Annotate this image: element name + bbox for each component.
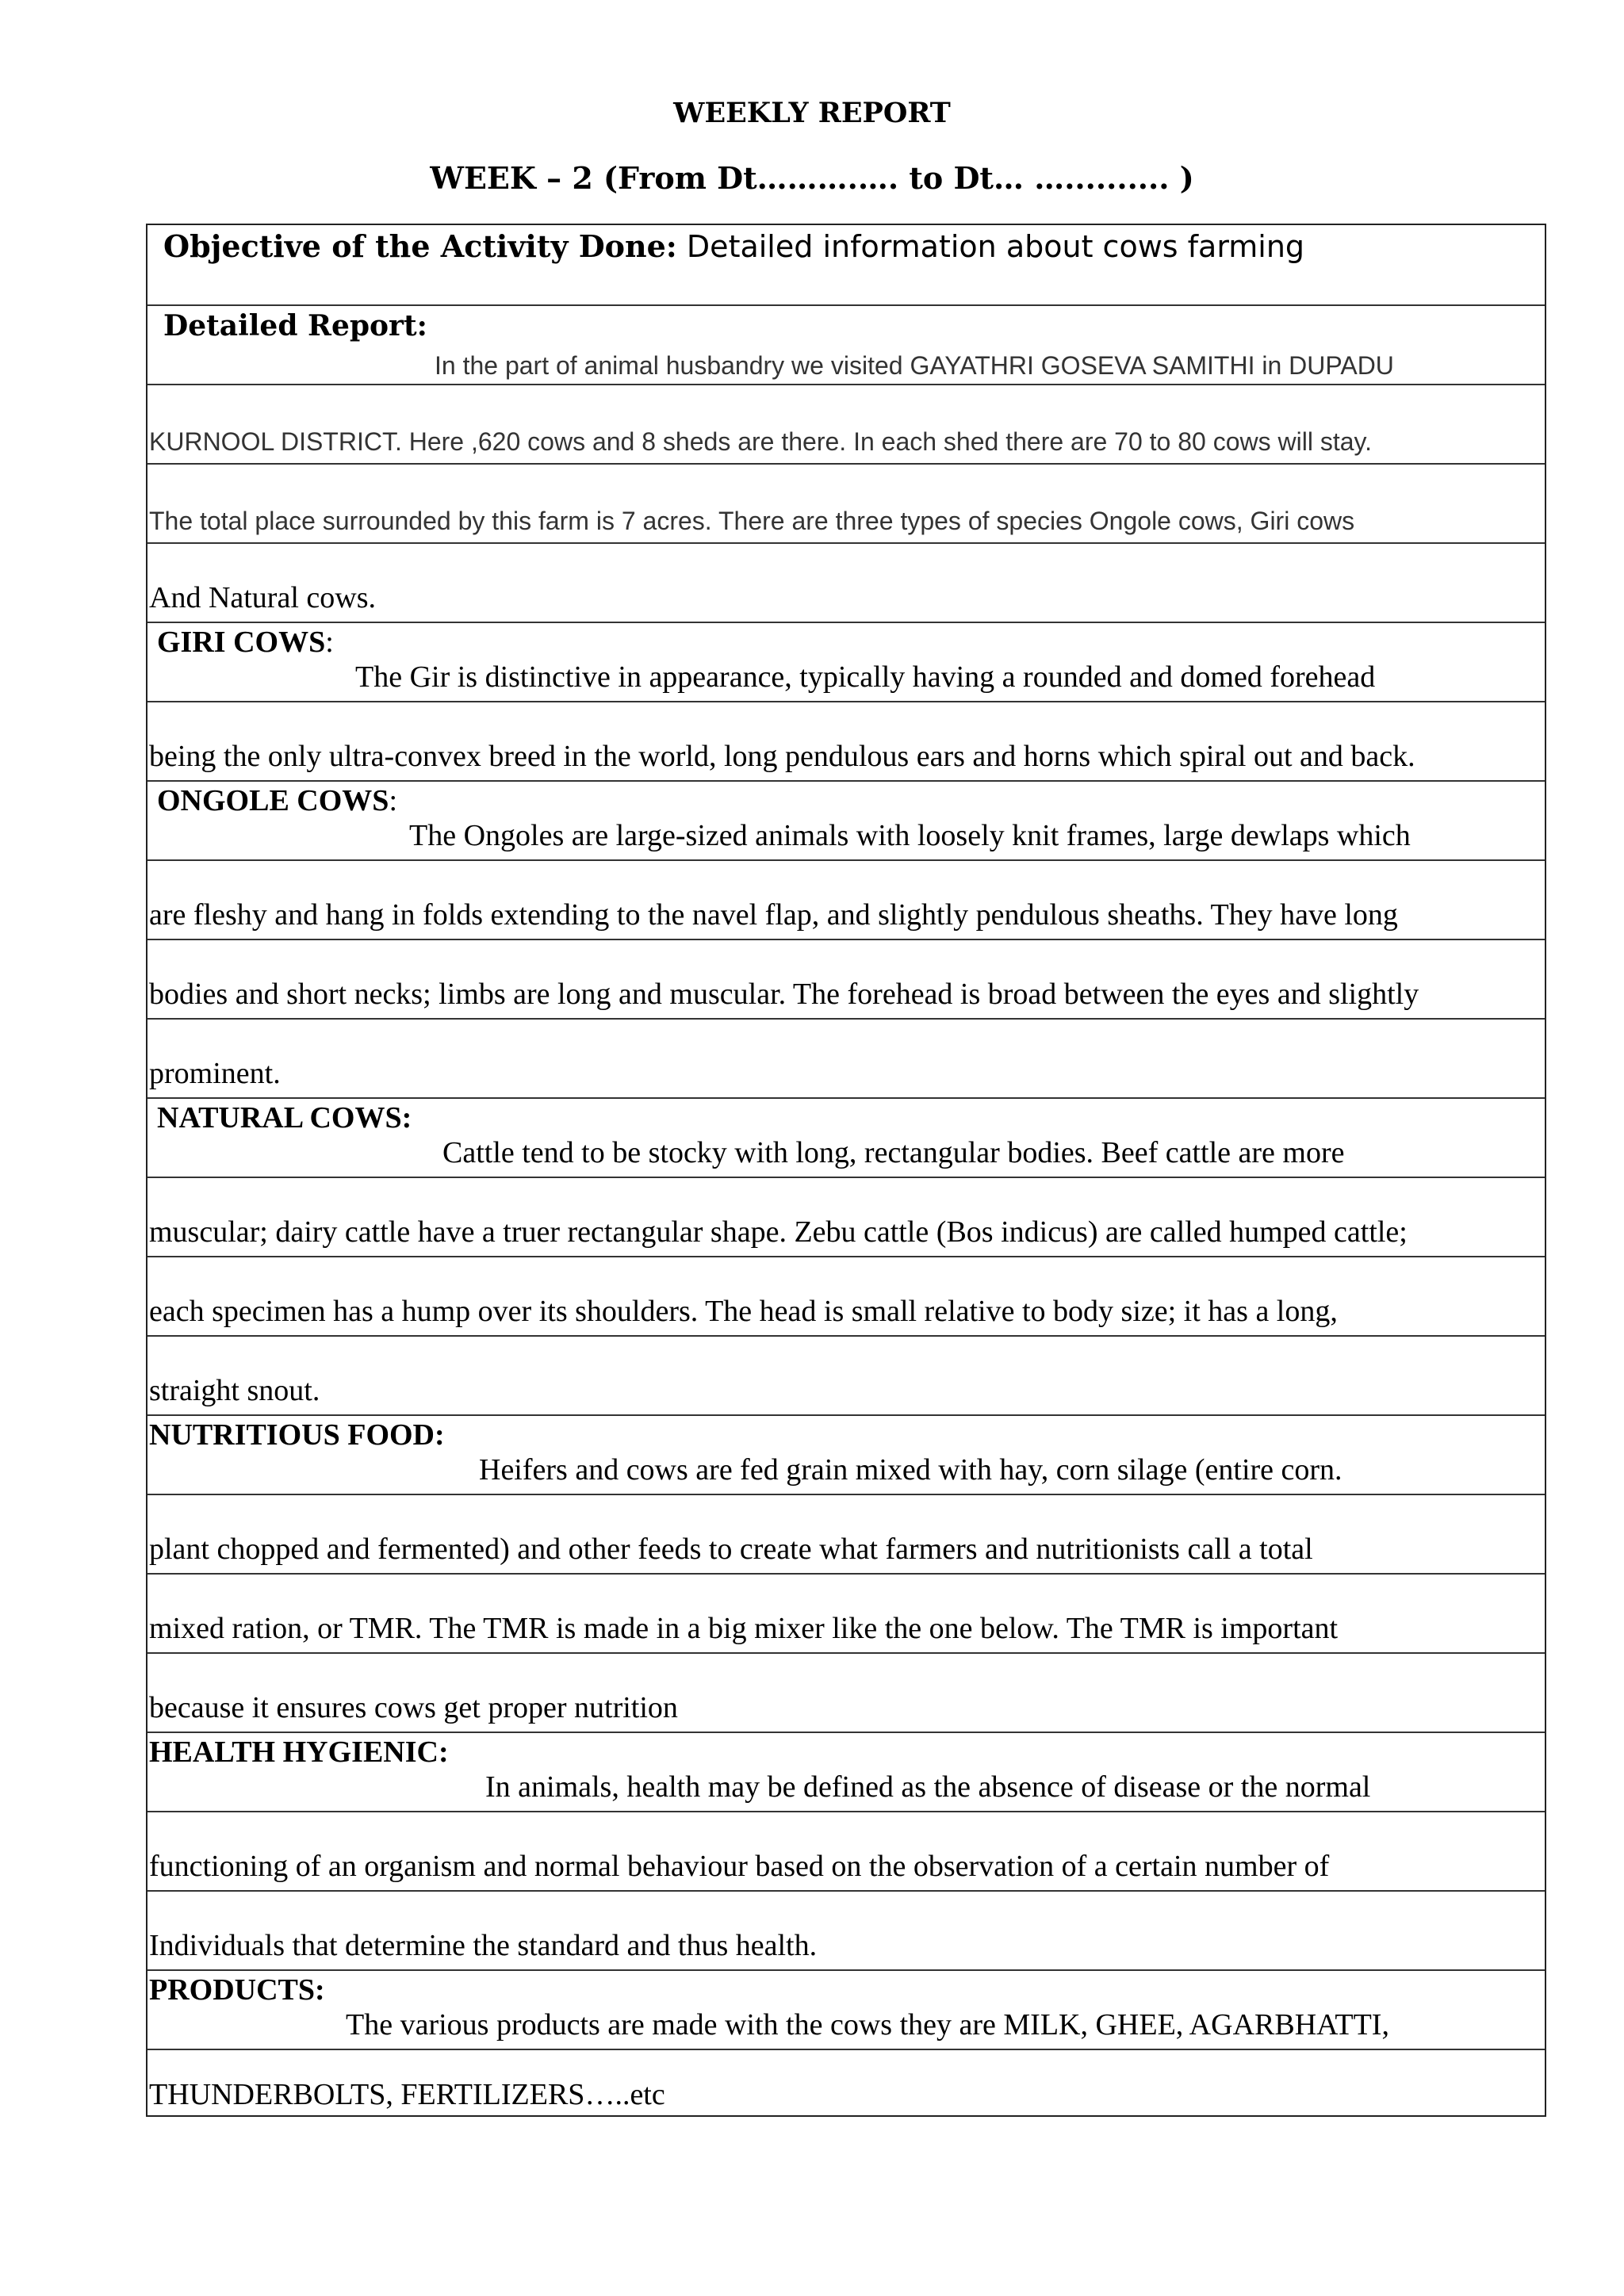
detailed-report-row [147, 542, 1545, 622]
giri-cows-row [147, 622, 1545, 701]
natural-cows-line: straight snout. [149, 1374, 320, 1407]
ongole-cows-heading [157, 783, 397, 818]
natural-cows-row [147, 1256, 1545, 1335]
ongole-cows-line: The Ongoles are large-sized animals with loosely knit frames, large dewlaps which [409, 819, 1411, 852]
giri-cows-label: GIRI COWS [157, 626, 326, 659]
nutritious-food-heading: NUTRITIOUS FOOD: [149, 1418, 445, 1452]
health-hygienic-line: In animals, health may be defined as the absence of disease or the normal [485, 1770, 1371, 1804]
objective-label [163, 228, 1304, 264]
natural-cows-line: muscular; dairy cattle have a truer rectangular shape. Zebu cattle (Bos indicus) are called humped cattle; [149, 1215, 1408, 1249]
health-hygienic-line: functioning of an organism and normal behaviour based on the observation of a certain number of [149, 1850, 1330, 1883]
ongole-cows-row [147, 859, 1545, 939]
ongole-cows-line: are fleshy and hang in folds extending to the navel flap, and slightly pendulous sheaths. They have long [149, 898, 1398, 932]
natural-cows-heading: NATURAL COWS: [157, 1101, 412, 1135]
ongole-cows-row [147, 939, 1545, 1018]
objective-row [147, 225, 1545, 304]
ongole-cows-row [147, 1018, 1545, 1097]
report-title: WEEKLY REPORT [673, 97, 951, 129]
products-row [147, 2049, 1545, 2115]
detailed-report-row [147, 384, 1545, 463]
nutritious-food-line: plant chopped and fermented) and other feeds to create what farmers and nutritionists call a total [149, 1533, 1313, 1566]
objective-heading: Objective of the Activity Done: [163, 228, 677, 264]
giri-cows-line: The Gir is distinctive in appearance, typically having a rounded and domed forehead [355, 660, 1376, 694]
natural-cows-line: Cattle tend to be stocky with long, rectangular bodies. Beef cattle are more [442, 1136, 1345, 1169]
detailed-report-row [147, 304, 1545, 384]
detailed-report-line: In the part of animal husbandry we visited GAYATHRI GOSEVA SAMITHI in DUPADU [435, 351, 1394, 380]
health-hygienic-row [147, 1890, 1545, 1969]
health-hygienic-row [147, 1811, 1545, 1890]
nutritious-food-row [147, 1652, 1545, 1732]
nutritious-food-line: Heifers and cows are fed grain mixed with hay, corn silage (entire corn. [479, 1453, 1342, 1487]
products-heading: PRODUCTS: [149, 1973, 325, 2007]
natural-cows-row [147, 1097, 1545, 1177]
detailed-report-line: The total place surrounded by this farm is 7 acres. There are three types of species Ongole cows, Giri cows [149, 507, 1355, 535]
giri-cows-colon: : [325, 626, 334, 659]
nutritious-food-line: because it ensures cows get proper nutrition [149, 1691, 678, 1724]
natural-cows-row [147, 1335, 1545, 1414]
ongole-cows-line: bodies and short necks; limbs are long and muscular. The forehead is broad between the eyes and slightly [149, 978, 1419, 1011]
natural-cows-row [147, 1177, 1545, 1256]
giri-cows-row [147, 701, 1545, 780]
health-hygienic-row [147, 1732, 1545, 1811]
week-subtitle: WEEK – 2 (From Dt……….…. to Dt… ….......... ) [430, 160, 1194, 196]
ongole-cows-row [147, 780, 1545, 859]
objective-value: Detailed information about cows farming [676, 229, 1305, 264]
nutritious-food-row [147, 1494, 1545, 1573]
health-hygienic-line: Individuals that determine the standard and thus health. [149, 1929, 818, 1962]
report-table [146, 224, 1546, 2117]
nutritious-food-line: mixed ration, or TMR. The TMR is made in a big mixer like the one below. The TMR is important [149, 1612, 1339, 1645]
detailed-report-row [147, 463, 1545, 542]
products-row [147, 1969, 1545, 2049]
nutritious-food-row [147, 1414, 1545, 1494]
ongole-cows-colon: : [389, 784, 398, 817]
detailed-report-line: And Natural cows. [149, 581, 376, 614]
giri-cows-heading [157, 625, 334, 660]
detailed-report-label: Detailed Report: [163, 309, 427, 342]
nutritious-food-row [147, 1573, 1545, 1652]
health-hygienic-heading: HEALTH HYGIENIC: [149, 1735, 449, 1769]
products-line: The various products are made with the cows they are MILK, GHEE, AGARBHATTI, [346, 2008, 1389, 2042]
detailed-report-line: KURNOOL DISTRICT. Here ,620 cows and 8 sheds are there. In each shed there are 70 to 80 cows will stay. [149, 427, 1373, 456]
natural-cows-line: each specimen has a hump over its shoulders. The head is small relative to body size; it has a long, [149, 1295, 1338, 1328]
giri-cows-line: being the only ultra-convex breed in the world, long pendulous ears and horns which spiral out and back. [149, 740, 1415, 773]
ongole-cows-label: ONGOLE COWS [157, 784, 389, 817]
ongole-cows-line: prominent. [149, 1057, 281, 1090]
products-line: THUNDERBOLTS, FERTILIZERS…..etc [149, 2078, 665, 2111]
